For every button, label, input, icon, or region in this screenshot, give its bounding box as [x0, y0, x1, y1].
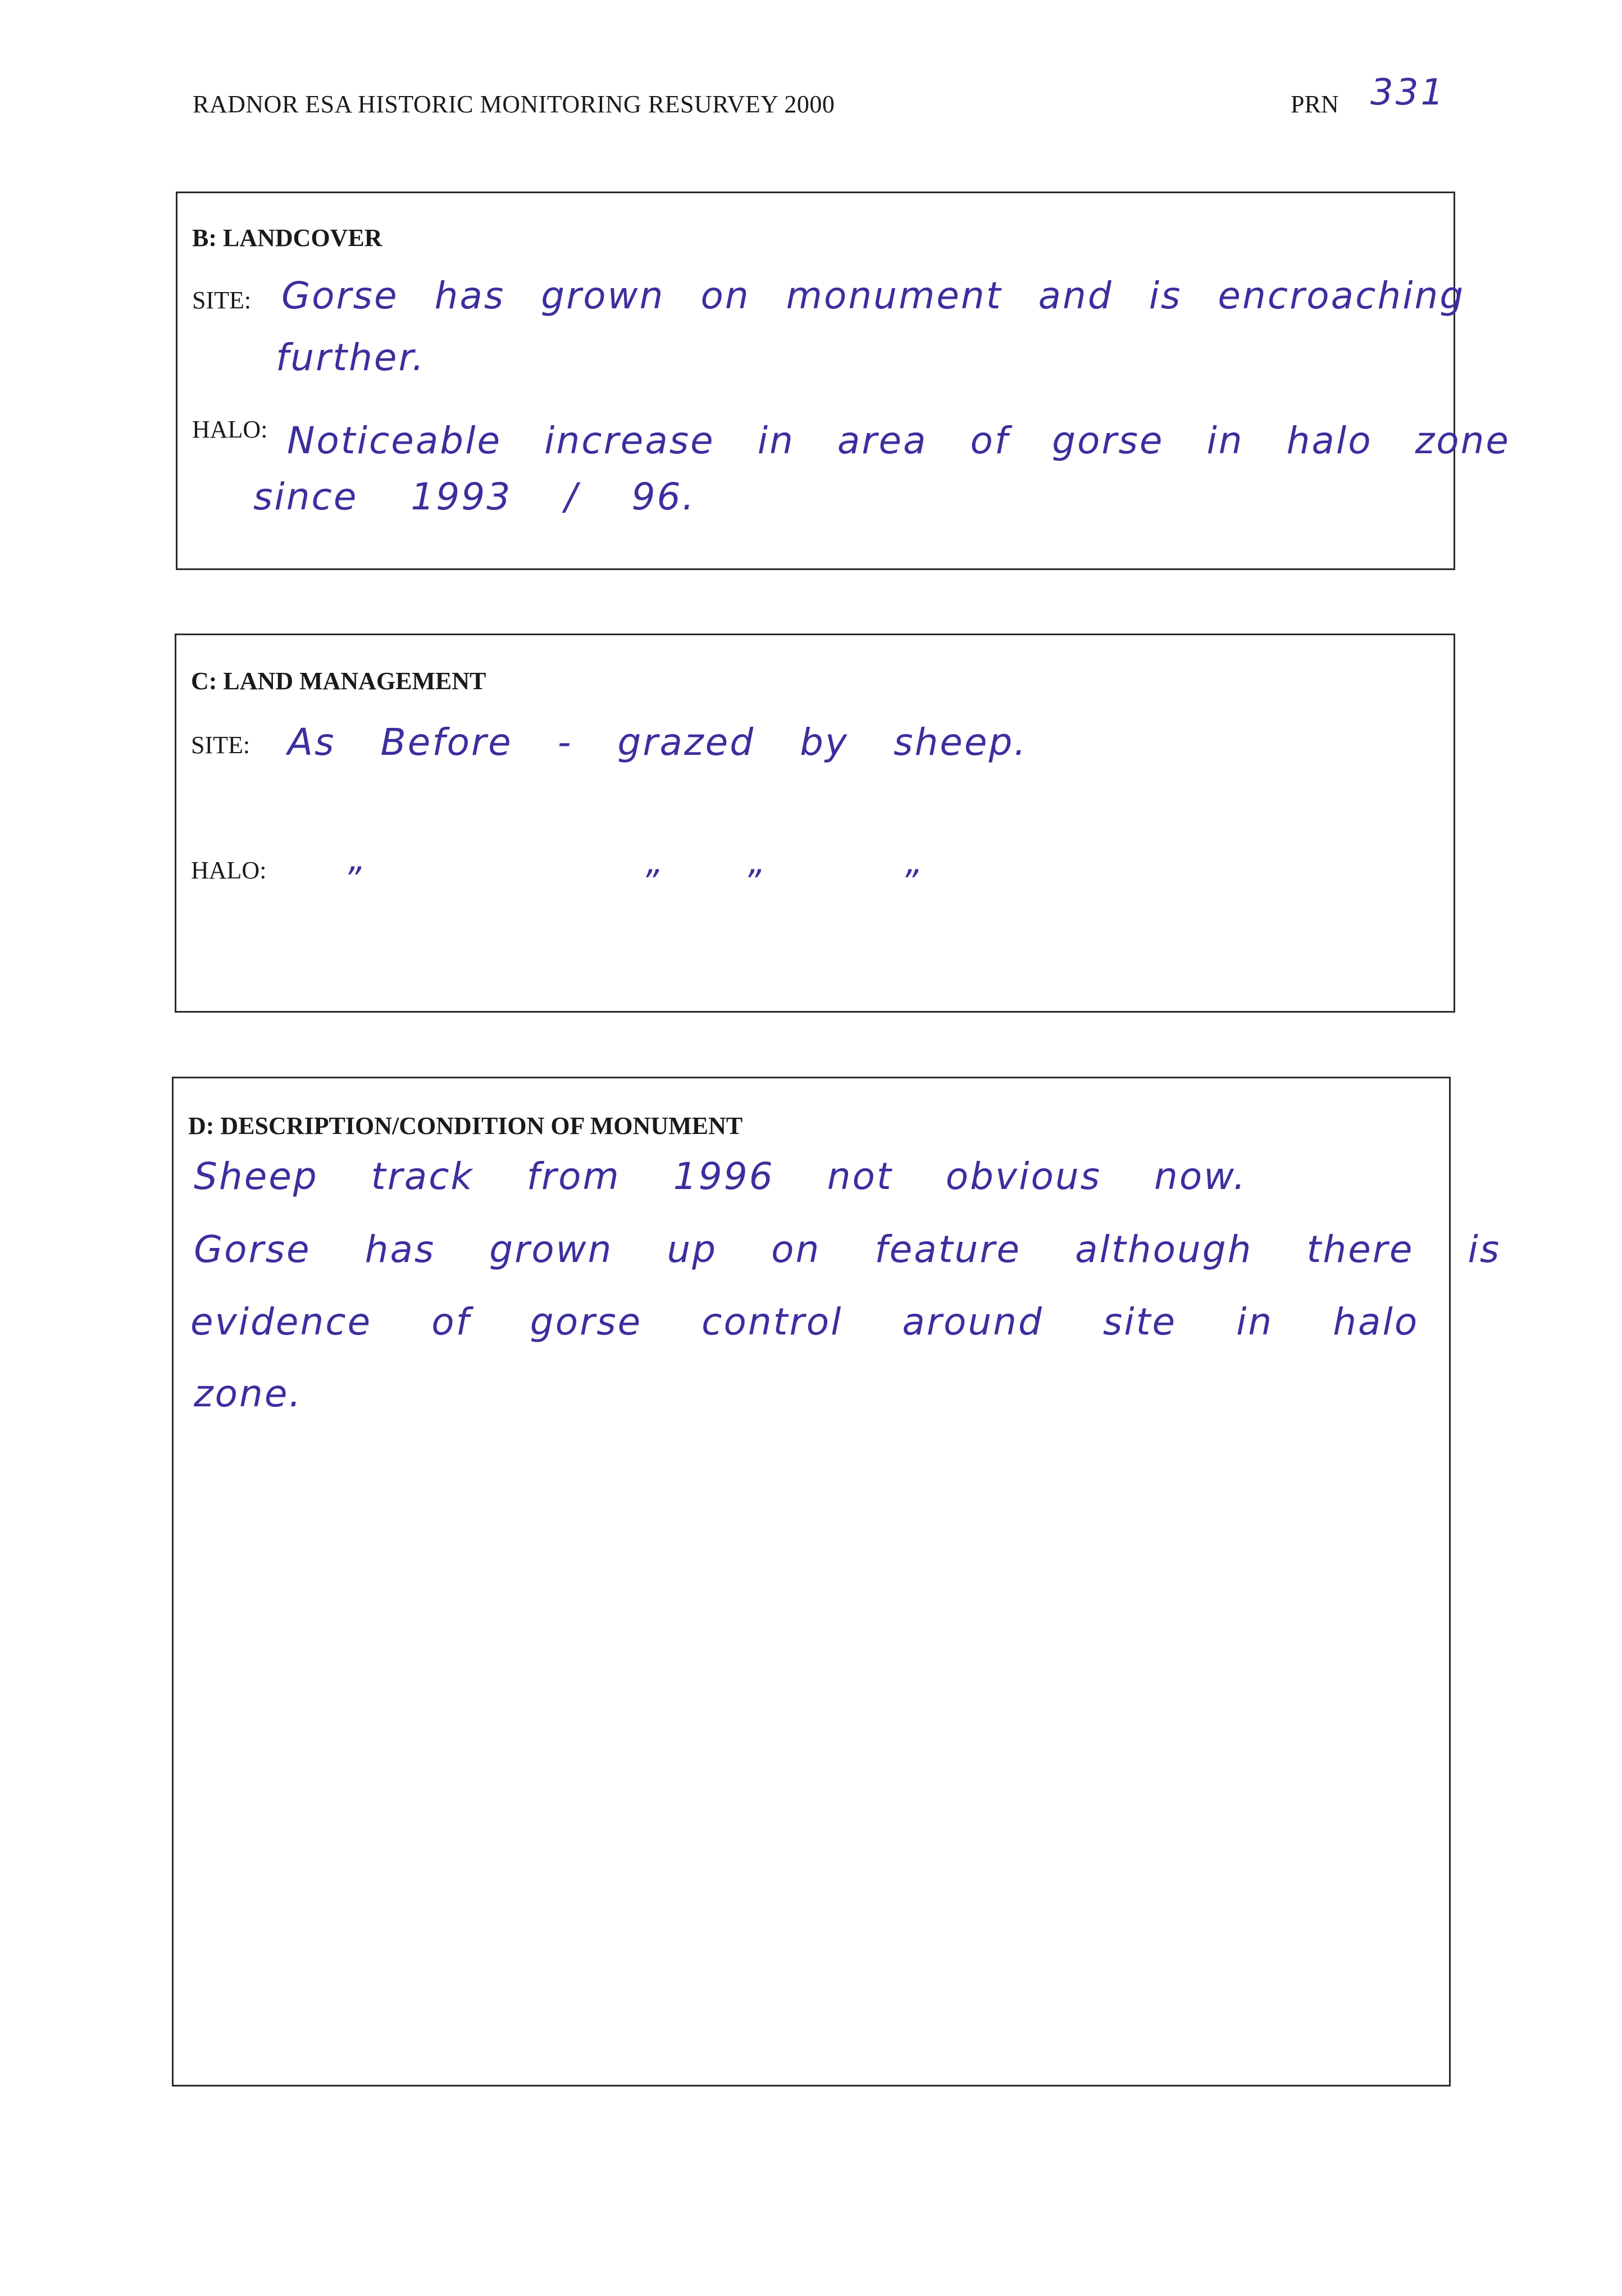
land-management-section [175, 634, 1455, 1013]
landcover-site-label: SITE: [192, 286, 252, 314]
landcover-section [176, 192, 1511, 570]
halo-ditto-mark: ” [744, 863, 762, 902]
halo-ditto-mark: ” [641, 863, 659, 902]
prn-value: 331 [1370, 72, 1446, 113]
landcover-halo-line-2: since 1993 / 96. [253, 475, 696, 518]
landcover-halo-line-1: Noticeable increase in area of gorse in halo zone [287, 419, 1511, 462]
halo-ditto-mark: ” [901, 863, 919, 902]
description-line-3: evidence of gorse control around site in halo [190, 1300, 1419, 1343]
landcover-title: B: LANDCOVER [192, 224, 382, 252]
halo-ditto-mark: ” [344, 860, 362, 899]
land-management-site-label: SITE: [191, 731, 250, 759]
landcover-site-line-2: further. [276, 336, 426, 379]
description-line-4: zone. [194, 1372, 303, 1415]
landcover-halo-label: HALO: [192, 416, 268, 443]
page-header-title: RADNOR ESA HISTORIC MONITORING RESURVEY 2000 [193, 90, 835, 118]
land-management-title: C: LAND MANAGEMENT [191, 667, 486, 695]
description-line-1: Sheep track from 1996 not obvious now. [194, 1155, 1247, 1198]
landcover-site-line-1: Gorse has grown on monument and is encroaching [281, 274, 1465, 317]
prn-label: PRN [1291, 90, 1339, 118]
land-management-halo-label: HALO: [191, 857, 267, 884]
description-section [172, 1077, 1501, 2087]
description-title: D: DESCRIPTION/CONDITION OF MONUMENT [188, 1112, 743, 1140]
land-management-site-text: As Before - grazed by sheep. [288, 721, 1028, 764]
description-line-2: Gorse has grown up on feature although there is [194, 1228, 1501, 1271]
